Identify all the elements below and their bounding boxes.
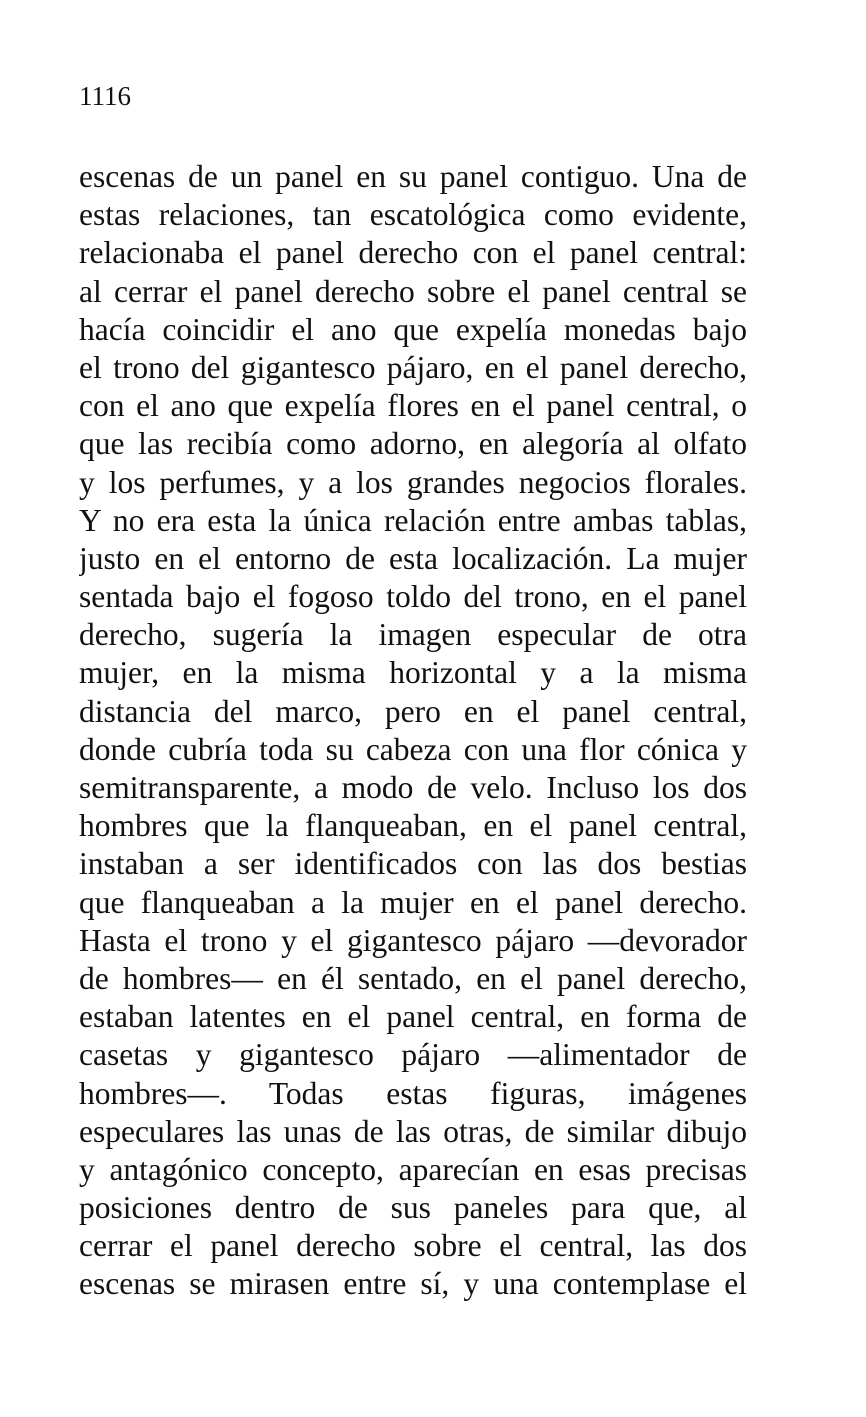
- text-line: estas relaciones, tan escatológica como evidente,: [79, 197, 747, 233]
- text-line: con el ano que expelía flores en el panel central, o: [79, 388, 747, 424]
- text-line: hombres que la flanqueaban, en el panel central,: [79, 808, 747, 844]
- text-line: sentada bajo el fogoso toldo del trono, en el panel: [79, 579, 747, 615]
- text-line: derecho, sugería la imagen especular de otra: [79, 617, 747, 653]
- text-line: donde cubría toda su cabeza con una flor cónica y: [79, 731, 747, 767]
- text-line: que las recibía como adorno, en alegoría al olfato: [79, 426, 747, 462]
- text-line: al cerrar el panel derecho sobre el panel central se: [79, 273, 747, 309]
- text-line: relacionaba el panel derecho con el panel central:: [79, 235, 747, 271]
- text-line: especulares las unas de las otras, de similar dibujo: [79, 1113, 747, 1149]
- text-line: estaban latentes en el panel central, en forma de: [79, 999, 747, 1035]
- text-line: y los perfumes, y a los grandes negocios florales.: [79, 464, 747, 500]
- text-line: que flanqueaban a la mujer en el panel derecho.: [79, 884, 747, 920]
- text-line: cerrar el panel derecho sobre el central, las dos: [79, 1228, 747, 1264]
- text-line: posiciones dentro de sus paneles para que, al: [79, 1190, 747, 1226]
- text-line: escenas de un panel en su panel contiguo. Una de: [79, 159, 747, 194]
- text-line: mujer, en la misma horizontal y a la misma: [79, 655, 747, 691]
- text-line: escenas se mirasen entre sí, y una contemplase el: [79, 1266, 747, 1302]
- text-line: hombres—. Todas estas figuras, imágenes: [79, 1075, 747, 1111]
- text-line: instaban a ser identificados con las dos bestias: [79, 846, 747, 882]
- text-line: Y no era esta la única relación entre ambas tablas,: [79, 502, 747, 538]
- text-line: distancia del marco, pero en el panel central,: [79, 693, 747, 729]
- text-line: el trono del gigantesco pájaro, en el panel derecho,: [79, 349, 747, 385]
- text-line: justo en el entorno de esta localización. La mujer: [79, 540, 747, 576]
- text-line: y antagónico concepto, aparecían en esas precisas: [79, 1151, 747, 1187]
- text-line: hacía coincidir el ano que expelía monedas bajo: [79, 311, 747, 347]
- page-number: 1116: [79, 81, 131, 111]
- text-line: de hombres— en él sentado, en el panel derecho,: [79, 960, 747, 996]
- body-paragraph: [79, 158, 747, 1304]
- text-line: Hasta el trono y el gigantesco pájaro —devorador: [79, 922, 747, 958]
- text-line: casetas y gigantesco pájaro —alimentador de: [79, 1037, 747, 1073]
- text-line: semitransparente, a modo de velo. Incluso los dos: [79, 770, 747, 805]
